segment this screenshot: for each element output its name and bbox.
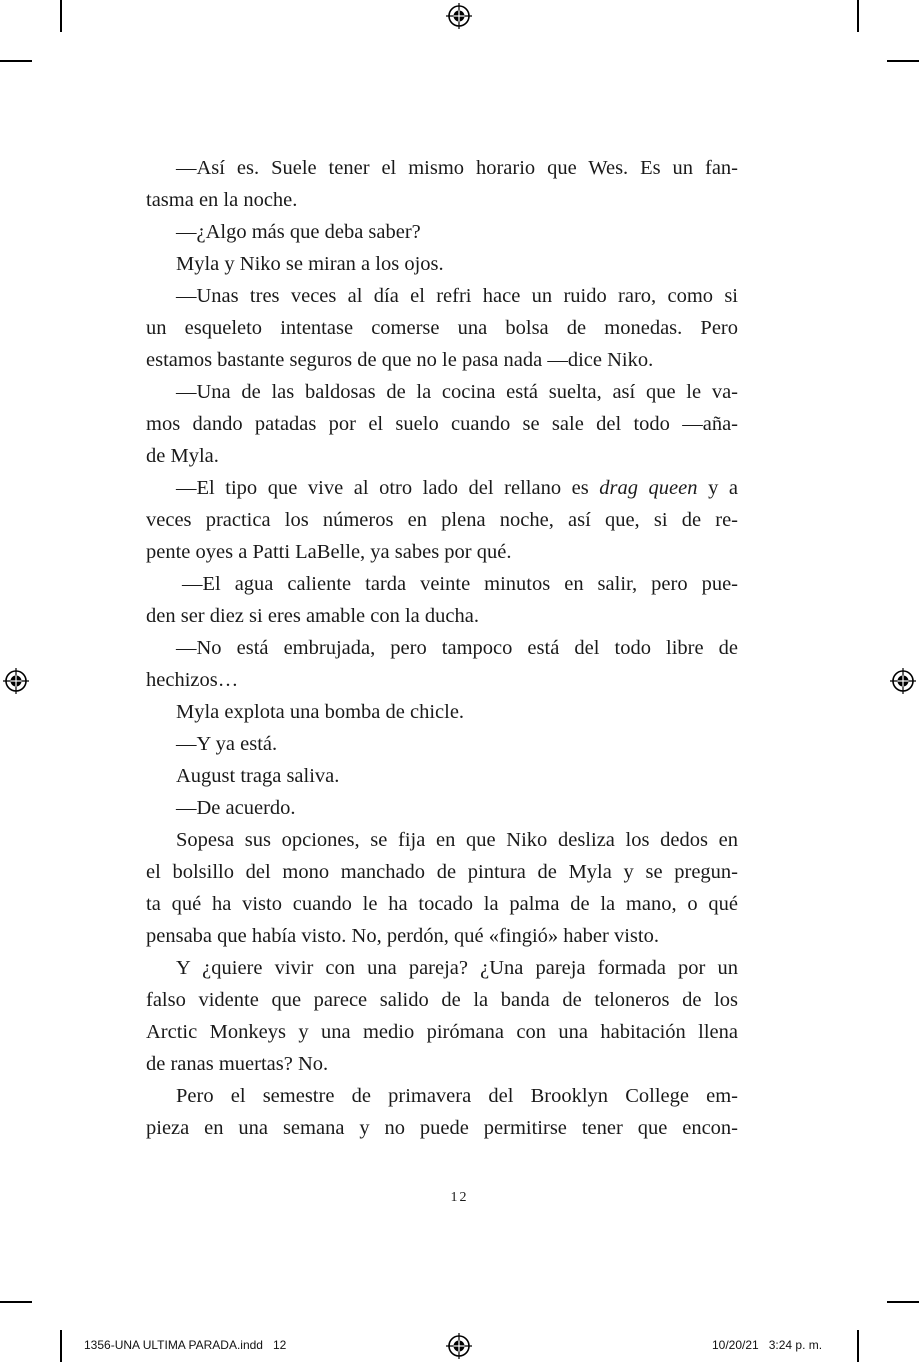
text-line bbox=[146, 472, 738, 504]
page-number: 12 bbox=[450, 1190, 469, 1205]
crop-mark-top-left bbox=[60, 0, 62, 32]
text-line: Sopesa sus opciones, se fija en que Niko desliza los dedos en bbox=[176, 829, 738, 851]
text-line: de Myla. bbox=[146, 445, 219, 467]
body-text bbox=[146, 152, 738, 1144]
text-line: —Unas tres veces al día el refri hace un ruido raro, como si bbox=[176, 285, 738, 307]
crop-mark-bottom-left-h bbox=[0, 1301, 32, 1303]
text-line: Myla y Niko se miran a los ojos. bbox=[176, 253, 444, 275]
text-run: —El tipo que vive al otro lado del rellano es bbox=[176, 477, 600, 499]
text-line: un esqueleto intentase comerse una bolsa de monedas. Pero bbox=[146, 317, 738, 339]
italic-term: drag queen bbox=[599, 477, 698, 499]
text-line: —De acuerdo. bbox=[176, 797, 296, 819]
text-line: hechizos… bbox=[146, 669, 239, 691]
text-line: August traga saliva. bbox=[176, 765, 340, 787]
text-line: —¿Algo más que deba saber? bbox=[176, 221, 421, 243]
crop-mark-bottom-left bbox=[60, 1330, 62, 1362]
text-line: de ranas muertas? No. bbox=[146, 1053, 329, 1075]
text-line: el bolsillo del mono manchado de pintura de Myla y se pregun- bbox=[146, 861, 738, 883]
text-line: Y ¿quiere vivir con una pareja? ¿Una pareja formada por un bbox=[176, 957, 738, 979]
text-line: Arctic Monkeys y una medio pirómana con una habitación llena bbox=[146, 1021, 738, 1043]
text-line: estamos bastante seguros de que no le pasa nada —dice Niko. bbox=[146, 349, 654, 371]
registration-mark-bottom-icon bbox=[446, 1333, 472, 1359]
registration-mark-left-icon bbox=[3, 668, 29, 694]
text-line: —Una de las baldosas de la cocina está suelta, así que le va- bbox=[176, 381, 738, 403]
slug-file-name: 1356-UNA ULTIMA PARADA.indd 12 bbox=[84, 1338, 287, 1352]
text-line: pente oyes a Patti LaBelle, ya sabes por qué. bbox=[146, 541, 512, 563]
text-line: pieza en una semana y no puede permitirse tener que encon- bbox=[146, 1117, 738, 1139]
crop-mark-top-left-h bbox=[0, 60, 32, 62]
text-line: —No está embrujada, pero tampoco está del todo libre de bbox=[176, 637, 738, 659]
text-line: Pero el semestre de primavera del Brooklyn College em- bbox=[176, 1085, 738, 1107]
text-line: Myla explota una bomba de chicle. bbox=[176, 701, 465, 723]
text-line: ta qué ha visto cuando le ha tocado la palma de la mano, o qué bbox=[146, 893, 738, 915]
text-line: pensaba que había visto. No, perdón, qué «fingió» haber visto. bbox=[146, 925, 659, 947]
text-line: —El agua caliente tarda veinte minutos en salir, pero pue- bbox=[182, 573, 738, 595]
text-line: falso vidente que parece salido de la banda de teloneros de los bbox=[146, 989, 738, 1011]
crop-mark-bottom-right-h bbox=[887, 1301, 919, 1303]
text-line: —Y ya está. bbox=[176, 733, 278, 755]
registration-mark-top-icon bbox=[446, 3, 472, 29]
text-line: mos dando patadas por el suelo cuando se sale del todo —aña- bbox=[146, 413, 738, 435]
slug-timestamp: 10/20/21 3:24 p. m. bbox=[712, 1338, 823, 1352]
text-run: y a bbox=[697, 477, 738, 499]
text-line: veces practica los números en plena noche, así que, si de re- bbox=[146, 509, 738, 531]
crop-mark-bottom-right bbox=[857, 1330, 859, 1362]
text-line: —Así es. Suele tener el mismo horario que Wes. Es un fan- bbox=[176, 157, 738, 179]
registration-mark-right-icon bbox=[890, 668, 916, 694]
text-line: den ser diez si eres amable con la ducha. bbox=[146, 605, 479, 627]
crop-mark-top-right-h bbox=[887, 60, 919, 62]
text-line: tasma en la noche. bbox=[146, 189, 298, 211]
crop-mark-top-right bbox=[857, 0, 859, 32]
